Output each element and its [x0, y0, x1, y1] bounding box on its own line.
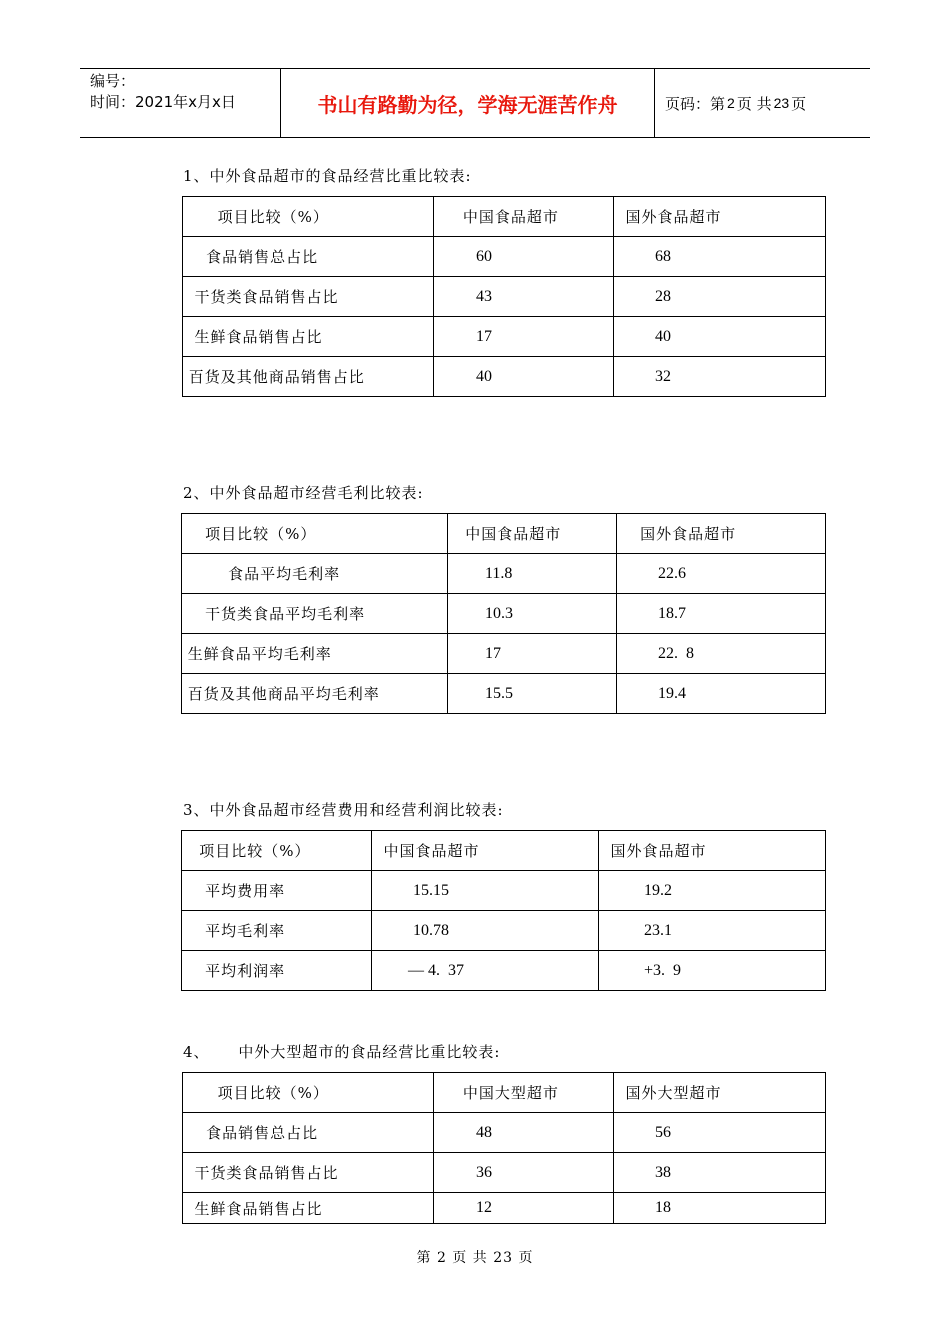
foreign-value: 68 — [614, 237, 826, 277]
row-label: 干货类食品销售占比 — [183, 1153, 434, 1193]
table-row — [183, 1153, 826, 1193]
table-header-row — [182, 831, 826, 871]
section-1-table — [182, 196, 826, 397]
china-value: 60 — [434, 237, 614, 277]
foreign-value: 40 — [614, 317, 826, 357]
table-row — [182, 594, 826, 634]
china-value: 17 — [434, 317, 614, 357]
page-suffix: 页 — [791, 94, 807, 113]
page-current: 2 — [727, 95, 735, 111]
foreign-value: +3. 9 — [599, 951, 826, 991]
table-header-cell: 中国食品超市 — [434, 197, 614, 237]
foreign-value: 18 — [614, 1193, 826, 1224]
china-value: 12 — [434, 1193, 614, 1224]
foreign-value: 18.7 — [617, 594, 826, 634]
row-label: 干货类食品平均毛利率 — [182, 594, 448, 634]
row-label: 平均利润率 — [182, 951, 372, 991]
header-meta — [80, 69, 281, 137]
table-row — [183, 1193, 826, 1224]
table-row — [182, 554, 826, 594]
header-motto: 书山有路勤为径，学海无涯苦作舟 — [281, 69, 655, 137]
row-label: 平均费用率 — [182, 871, 372, 911]
china-value: 17 — [448, 634, 617, 674]
table-row — [182, 871, 826, 911]
section-3-table — [181, 830, 826, 991]
section-2-title: 2、中外食品超市经营毛利比较表: — [183, 484, 424, 502]
foreign-value: 56 — [614, 1113, 826, 1153]
china-value: 15.15 — [372, 871, 599, 911]
table-row — [182, 674, 826, 714]
row-label: 平均毛利率 — [182, 911, 372, 951]
page-footer: 第 2 页 共 23 页 — [416, 1250, 534, 1266]
foreign-value: 19.2 — [599, 871, 826, 911]
header-page-info — [655, 69, 870, 137]
foreign-value: 23.1 — [599, 911, 826, 951]
table-header-cell: 中国大型超市 — [434, 1073, 614, 1113]
page-prefix: 页码：第 — [665, 94, 726, 113]
header-time-label: 时间：2021年x月x日 — [90, 93, 236, 111]
table-row — [183, 237, 826, 277]
table-header-cell: 项目比较（%） — [182, 831, 372, 871]
section-3-title: 3、中外食品超市经营费用和经营利润比较表: — [183, 801, 504, 819]
china-value: 40 — [434, 357, 614, 397]
table-header-cell: 国外食品超市 — [599, 831, 826, 871]
china-value: 10.78 — [372, 911, 599, 951]
table-header-row — [183, 197, 826, 237]
china-value: 15.5 — [448, 674, 617, 714]
section-1-title: 1、中外食品超市的食品经营比重比较表: — [183, 167, 472, 185]
table-header-row — [183, 1073, 826, 1113]
china-value: 11.8 — [448, 554, 617, 594]
table-header-cell: 项目比较（%） — [183, 1073, 434, 1113]
row-label: 食品销售总占比 — [183, 237, 434, 277]
china-value: 43 — [434, 277, 614, 317]
foreign-value: 32 — [614, 357, 826, 397]
table-row — [183, 1113, 826, 1153]
china-value: — 4. 37 — [372, 951, 599, 991]
foreign-value: 19.4 — [617, 674, 826, 714]
row-label: 食品销售总占比 — [183, 1113, 434, 1153]
row-label: 生鲜食品销售占比 — [183, 317, 434, 357]
table-header-cell: 国外大型超市 — [614, 1073, 826, 1113]
table-header-cell: 国外食品超市 — [614, 197, 826, 237]
table-header-cell: 项目比较（%） — [183, 197, 434, 237]
foreign-value: 22.6 — [617, 554, 826, 594]
china-value: 48 — [434, 1113, 614, 1153]
section-4-title: 4、 中外大型超市的食品经营比重比较表: — [183, 1043, 501, 1061]
table-row — [182, 951, 826, 991]
section-4-table — [182, 1072, 826, 1224]
foreign-value: 22. 8 — [617, 634, 826, 674]
china-value: 10.3 — [448, 594, 617, 634]
row-label: 生鲜食品平均毛利率 — [182, 634, 448, 674]
row-label: 百货及其他商品销售占比 — [183, 357, 434, 397]
row-label: 干货类食品销售占比 — [183, 277, 434, 317]
page-middle: 页 共 — [736, 94, 772, 113]
table-header-cell: 中国食品超市 — [372, 831, 599, 871]
table-header-cell: 中国食品超市 — [448, 514, 617, 554]
row-label: 生鲜食品销售占比 — [183, 1193, 434, 1224]
page-header — [80, 68, 870, 138]
page-total: 23 — [773, 95, 790, 111]
table-row — [182, 634, 826, 674]
foreign-value: 38 — [614, 1153, 826, 1193]
foreign-value: 28 — [614, 277, 826, 317]
table-header-cell: 国外食品超市 — [617, 514, 826, 554]
header-number-label: 编号： — [90, 72, 136, 90]
table-row — [182, 911, 826, 951]
table-header-cell: 项目比较（%） — [182, 514, 448, 554]
row-label: 百货及其他商品平均毛利率 — [182, 674, 448, 714]
table-header-row — [182, 514, 826, 554]
table-row — [183, 357, 826, 397]
section-2-table — [181, 513, 826, 714]
row-label: 食品平均毛利率 — [182, 554, 448, 594]
table-row — [183, 277, 826, 317]
china-value: 36 — [434, 1153, 614, 1193]
table-row — [183, 317, 826, 357]
